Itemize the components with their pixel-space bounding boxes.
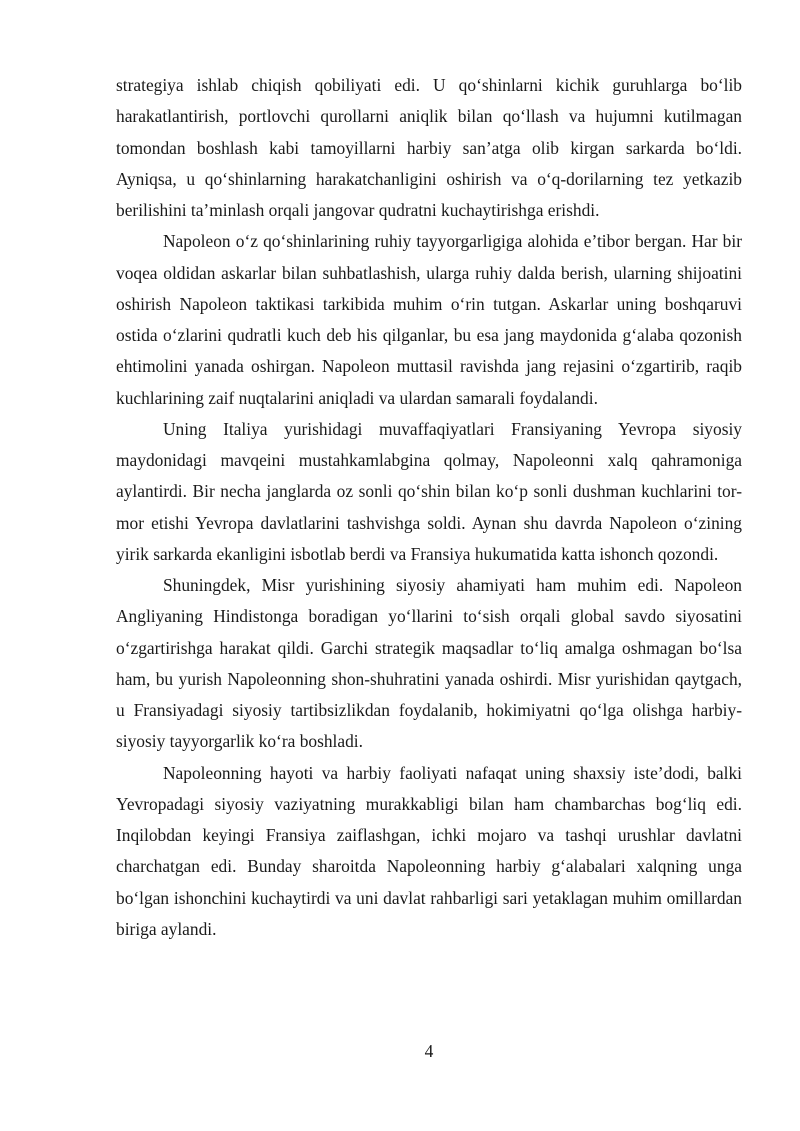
paragraph-4: Shuningdek, Misr yurishining siyosiy ahamiyati ham muhim edi. Napoleon Angliyaning Hindistonga boradigan yo‘llarini to‘sish orqali global savdo siyosatini o‘zgartirishga harakat qildi. Garchi strategik maqsadlar to‘liq amalga oshmagan bo‘lsa ham, bu yurish Napoleonning shon-shuhratini yanada oshirdi. Misr yurishidan qaytgach, u Fransiyadagi siyosiy tartibsizlikdan foydalanib, hokimiyatni qo‘lga olishga harbiy-siyosiy tayyorgarlik ko‘ra boshladi. (116, 575, 742, 752)
paragraph-2: Napoleon o‘z qo‘shinlarining ruhiy tayyorgarligiga alohida e’tibor bergan. Har bir voqea oldidan askarlar bilan suhbatlashish, ularga ruhiy dalda berish, ularning shijoatini oshirish Napoleon taktikasi tarkibida muhim o‘rin tutgan. Askarlar uning boshqaruvi ostida o‘zlarini qudratli kuch deb his qilganlar, bu esa jang maydonida g‘alaba qozonish ehtimolini yanada oshirgan. Napoleon muttasil ravishda jang rejasini o‘zgartirib, raqib kuchlarining zaif nuqtalarini aniqladi va ulardan samarali foydalandi. (116, 231, 742, 408)
document-body (116, 70, 742, 945)
page-number: 4 (424, 1041, 434, 1061)
paragraph-1: strategiya ishlab chiqish qobiliyati edi. U qo‘shinlarni kichik guruhlarga bo‘lib harakatlantirish, portlovchi qurollarni aniqlik bilan qo‘llash va hujumni kutilmagan tomondan boshlash kabi tamoyillarni harbiy san’atga olib kirgan sarkarda bo‘ldi. Ayniqsa, u qo‘shinlarning harakatchanligini oshirish va o‘q-dorilarning tez yetkazib berilishini ta’minlash orqali jangovar qudratni kuchaytirishga erishdi. (116, 75, 742, 220)
paragraph-5: Napoleonning hayoti va harbiy faoliyati nafaqat uning shaxsiy iste’dodi, balki Yevropadagi siyosiy vaziyatning murakkabligi bilan ham chambarchas bog‘liq edi. Inqilobdan keyingi Fransiya zaiflashgan, ichki mojaro va tashqi urushlar davlatni charchatgan edi. Bunday sharoitda Napoleonning harbiy g‘alabalari xalqning unga bo‘lgan ishonchini kuchaytirdi va uni davlat rahbarligi sari yetaklagan muhim omillardan biriga aylandi. (116, 762, 742, 939)
paragraph-3: Uning Italiya yurishidagi muvaffaqiyatlari Fransiyaning Yevropa siyosiy maydonidagi mavqeini mustahkamlabgina qolmay, Napoleonni xalq qahramoniga aylantirdi. Bir necha janglarda oz sonli qo‘shin bilan ko‘p sonli dushman kuchlarini tor-mor etishi Yevropa davlatlarini tashvishga soldi. Aynan shu davrda Napoleon o‘zining yirik sarkarda ekanligini isbotlab berdi va Fransiya hukumatida katta ishonch qozondi. (116, 418, 742, 564)
